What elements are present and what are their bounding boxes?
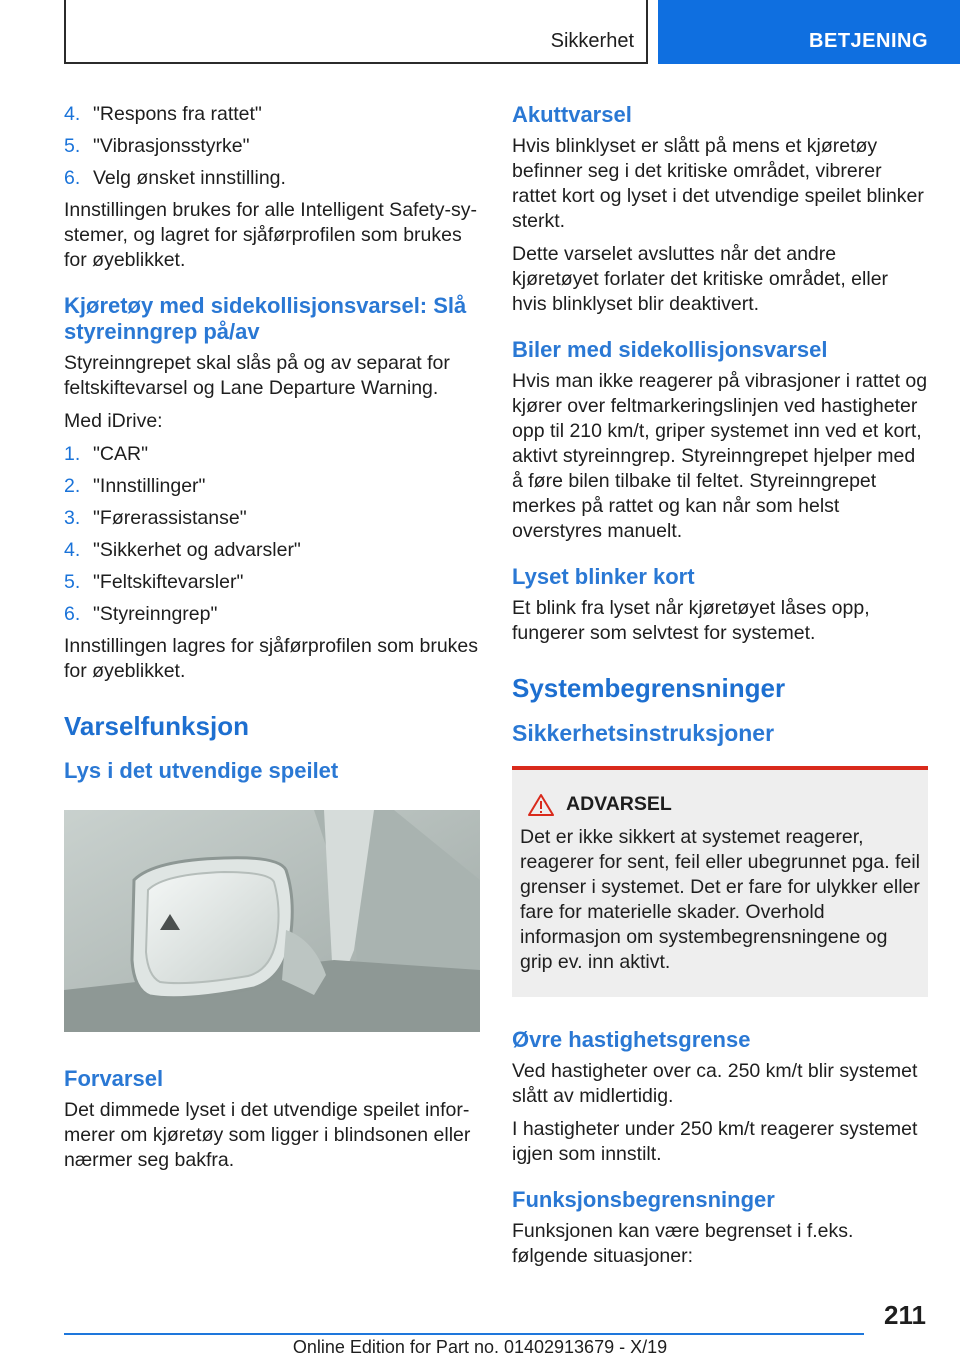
paragraph: Hvis blinklyset er slått på mens et kjøretøy befinner seg i det kritiske området, vibrerer rattet kort og lyset i det utvendige speilet blinker sterkt. xyxy=(512,135,924,232)
subheading: Lyset blinker kort xyxy=(512,564,695,589)
paragraph: Ved hastigheter over ca. 250 km/t blir systemet slått av midlertidig. xyxy=(512,1060,918,1107)
list-item xyxy=(64,134,480,159)
list-item xyxy=(64,602,480,627)
mirror-illustration xyxy=(64,810,480,1032)
paragraph: Styreinngrepet skal slås på og av separat for feltskiftevarsel og Lane Departure Warning. xyxy=(64,352,450,399)
list-item xyxy=(64,166,480,191)
footer-edition: Online Edition for Part no. 01402913679 - X/19 xyxy=(292,1337,668,1357)
list-text: "Feltskiftevarsler" xyxy=(93,571,244,593)
list-text: Velg ønsket innstilling. xyxy=(93,167,286,189)
subheading: Øvre hastighetsgrense xyxy=(512,1027,751,1052)
list-number: 4. xyxy=(64,539,81,561)
subheading: Sikkerhetsinstruksjoner xyxy=(512,720,775,746)
left-column xyxy=(64,102,480,1181)
subheading: Forvarsel xyxy=(64,1066,164,1091)
list-text: "CAR" xyxy=(93,443,149,465)
header-section-label: Sikkerhet xyxy=(550,30,634,52)
subheading: Kjøretøy med sidekollisjonsvarsel: Slå styreinngrep på/av xyxy=(64,293,467,344)
list-item xyxy=(64,102,480,127)
subheading: Funksjonsbegrensninger xyxy=(512,1187,775,1212)
idrive-steps-list xyxy=(64,442,480,627)
paragraph: Dette varselet avsluttes når det andre kjøretøyet forlater det kritiske området, eller hvis blinklyset blir deaktivert. xyxy=(512,243,889,315)
footer-rule xyxy=(64,1333,864,1335)
paragraph: Innstillingen lagres for sjåførprofilen som brukes for øyeblikket. xyxy=(64,635,479,682)
list-number: 3. xyxy=(64,507,81,529)
paragraph: Innstillingen brukes for alle Intelligent Safety-systemer, og lagret for sjåførprofilen som brukes for øyeblikket. xyxy=(64,199,477,271)
warning-title xyxy=(520,792,920,817)
list-number: 6. xyxy=(64,167,81,189)
list-number: 5. xyxy=(64,135,81,157)
settings-steps-list xyxy=(64,102,480,191)
warning-box xyxy=(512,766,928,997)
paragraph: Et blink fra lyset når kjøretøyet låses opp, fungerer som selvtest for systemet. xyxy=(512,597,870,644)
list-text: "Sikkerhet og advarsler" xyxy=(93,539,301,561)
subheading: Lys i det utvendige speilet xyxy=(64,758,339,783)
subheading: Akuttvarsel xyxy=(512,102,632,127)
list-text: "Respons fra rattet" xyxy=(93,103,262,125)
list-text: "Innstillinger" xyxy=(93,475,206,497)
subheading: Biler med sidekollisjonsvarsel xyxy=(512,337,828,362)
list-text: "Styreinngrep" xyxy=(93,603,218,625)
paragraph: Hvis man ikke reagerer på vibrasjoner i rattet og kjører over feltmarkeringslinjen ved hastigheter opp til 210 km/t, griper systemet inn ved et kort, aktivt styreinngrep. Styreinngrepet hjelper med å føre bilen tilbake til feltet. Styreinngrepet merkes på rattet og kan når som helst overstyres manuelt. xyxy=(512,370,928,542)
list-item xyxy=(64,506,480,531)
page-number: 211 xyxy=(884,1300,926,1330)
section-heading: Systembegrensninger xyxy=(512,673,786,703)
warning-triangle-icon xyxy=(528,793,554,817)
header-section-box xyxy=(64,0,648,64)
paragraph: Funksjonen kan være begrenset i f.eks. følgende situasjoner: xyxy=(512,1220,854,1267)
list-text: "Førerassistanse" xyxy=(93,507,247,529)
list-item xyxy=(64,442,480,467)
list-number: 6. xyxy=(64,603,81,625)
list-number: 2. xyxy=(64,475,81,497)
paragraph: I hastigheter under 250 km/t reagerer systemet igjen som innstilt. xyxy=(512,1118,918,1165)
list-item xyxy=(64,570,480,595)
list-number: 4. xyxy=(64,103,81,125)
warning-title-text: ADVARSEL xyxy=(566,793,672,815)
list-item xyxy=(64,474,480,499)
list-text: "Vibrasjonsstyrke" xyxy=(93,135,250,157)
list-item xyxy=(64,538,480,563)
right-column xyxy=(512,102,928,1277)
list-number: 5. xyxy=(64,571,81,593)
header-chapter-label: BETJENING xyxy=(809,30,928,52)
paragraph: Med iDrive: xyxy=(64,410,163,432)
header-chapter-tab xyxy=(658,0,960,64)
side-mirror-image xyxy=(64,810,480,1032)
list-number: 1. xyxy=(64,443,81,465)
paragraph: Det dimmede lyset i det utvendige speilet informerer om kjøretøy som ligger i blindsonen eller nærmer seg bakfra. xyxy=(64,1099,471,1171)
section-heading: Varselfunksjon xyxy=(64,711,249,741)
warning-text: Det er ikke sikkert at systemet reagerer, reagerer for sent, feil eller ubegrunnet pga. feil grenser i systemet. Det er fare for ulykker eller fare for materielle skader. Overhold informasjon om systembegrensningene og grip ev. inn aktivt. xyxy=(520,826,920,973)
